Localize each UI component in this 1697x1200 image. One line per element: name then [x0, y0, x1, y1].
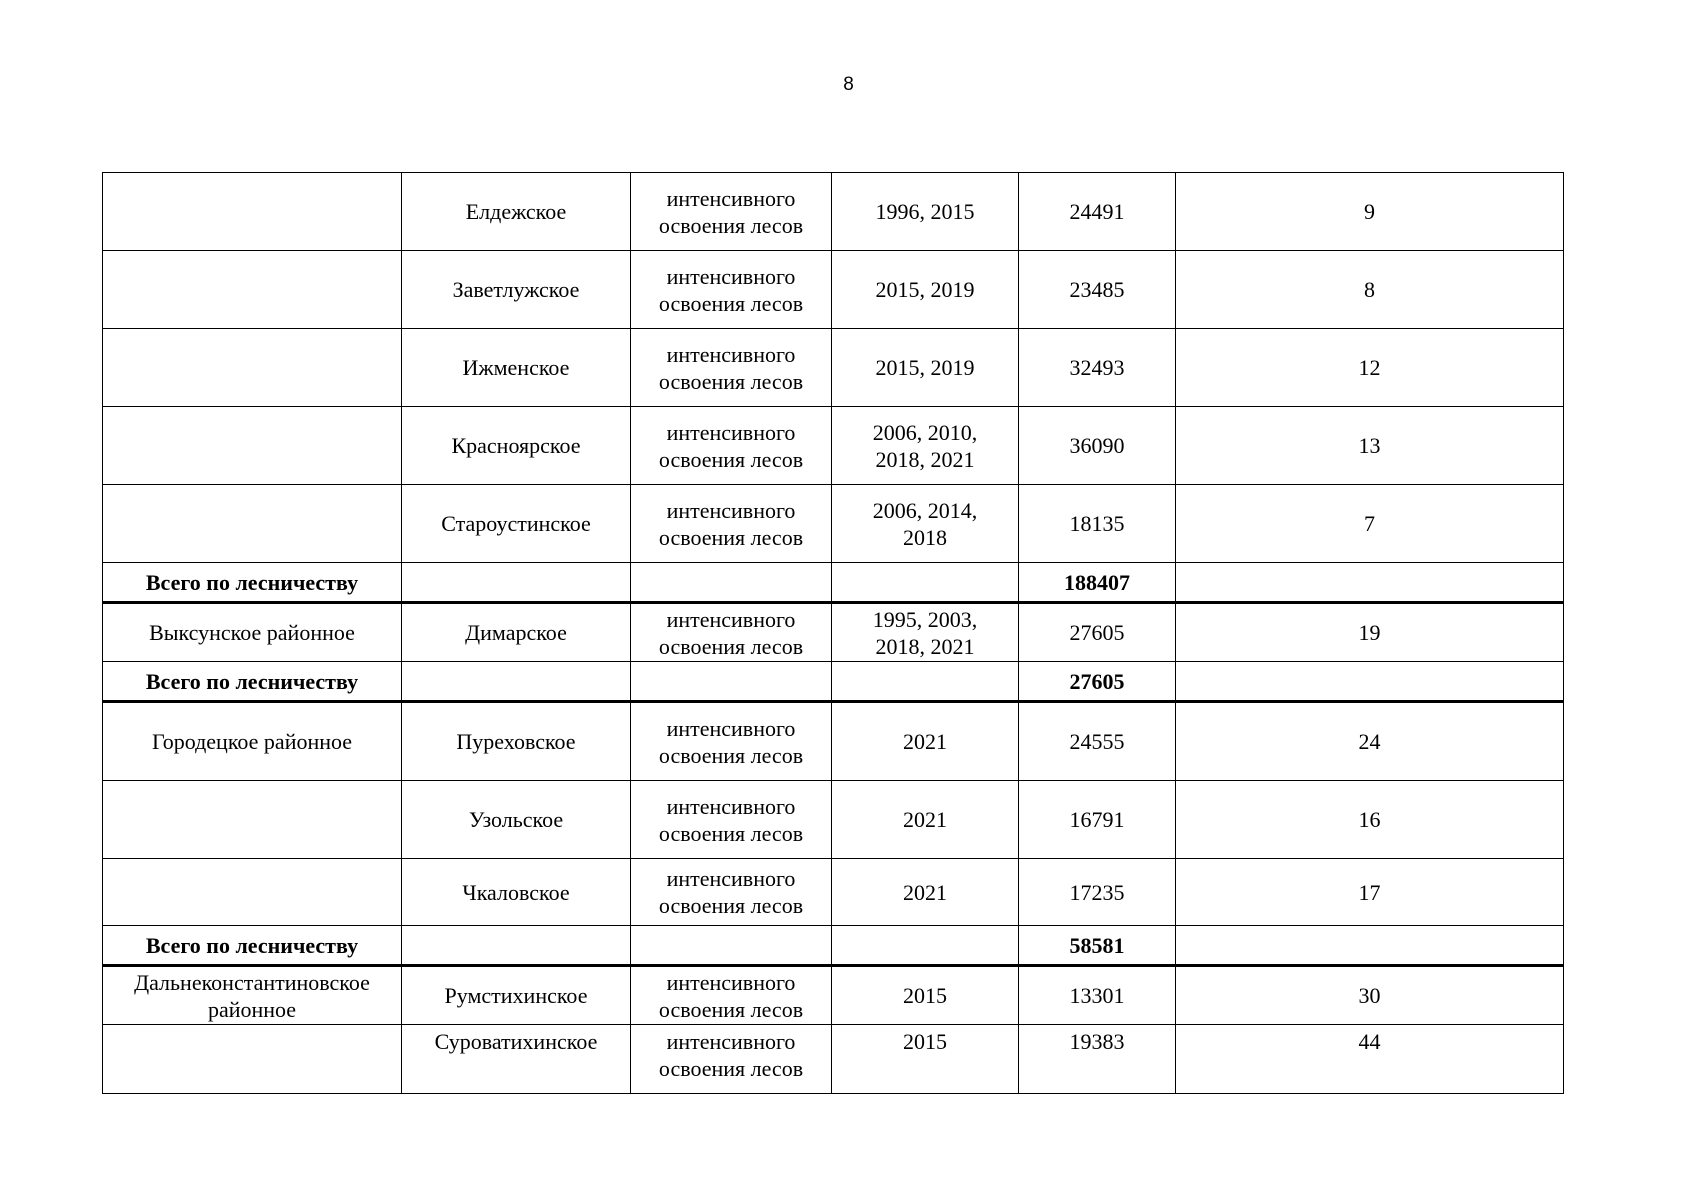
years-line: 2018 — [903, 524, 947, 550]
table-row — [103, 859, 1564, 926]
district-cell: Ижменское — [402, 329, 631, 407]
area-cell: 13301 — [1019, 966, 1176, 1025]
empty-cell — [1176, 662, 1564, 702]
purpose-cell — [631, 859, 832, 926]
purpose-line: интенсивного — [666, 715, 796, 741]
total-label: Всего по лесничеству — [103, 662, 402, 702]
forestry-cell: Выксунское районное — [103, 603, 402, 662]
purpose-line: освоения лесов — [658, 633, 804, 659]
area-cell: 19383 — [1019, 1025, 1176, 1094]
years-line: 1996, 2015 — [875, 199, 975, 224]
purpose-cell — [631, 702, 832, 781]
empty-cell — [832, 563, 1019, 603]
area-cell: 17235 — [1019, 859, 1176, 926]
purpose-line: интенсивного — [666, 341, 796, 367]
years-line: 2021 — [903, 807, 947, 832]
years-cell — [832, 251, 1019, 329]
purpose-line: освоения лесов — [658, 524, 804, 550]
count-cell: 16 — [1176, 781, 1564, 859]
table-row — [103, 173, 1564, 251]
total-label: Всего по лесничеству — [103, 926, 402, 966]
area-cell: 32493 — [1019, 329, 1176, 407]
total-area: 58581 — [1019, 926, 1176, 966]
years-line: 1995, 2003, — [872, 606, 978, 632]
district-cell: Узольское — [402, 781, 631, 859]
area-cell: 18135 — [1019, 485, 1176, 563]
purpose-line: освоения лесов — [658, 446, 804, 472]
empty-cell — [631, 662, 832, 702]
count-cell: 44 — [1176, 1025, 1564, 1094]
purpose-line: интенсивного — [666, 497, 796, 523]
purpose-line: освоения лесов — [658, 1056, 804, 1081]
page-number: 8 — [843, 74, 854, 95]
empty-cell — [402, 926, 631, 966]
area-cell: 27605 — [1019, 603, 1176, 662]
years-cell — [832, 702, 1019, 781]
forestry-cell — [103, 407, 402, 485]
table-row — [103, 251, 1564, 329]
table-row — [103, 603, 1564, 662]
empty-cell — [402, 662, 631, 702]
empty-cell — [1176, 563, 1564, 603]
years-cell — [832, 1025, 1019, 1094]
purpose-line: интенсивного — [666, 263, 796, 289]
years-line: 2018, 2021 — [875, 633, 975, 659]
count-cell: 13 — [1176, 407, 1564, 485]
forestry-cell — [103, 173, 402, 251]
purpose-cell — [631, 407, 832, 485]
table-row — [103, 966, 1564, 1025]
purpose-cell — [631, 173, 832, 251]
district-cell: Елдежское — [402, 173, 631, 251]
forestry-cell — [103, 1025, 402, 1094]
area-cell: 16791 — [1019, 781, 1176, 859]
years-cell — [832, 329, 1019, 407]
years-line: 2018, 2021 — [875, 446, 975, 472]
district-cell: Красноярское — [402, 407, 631, 485]
count-cell: 7 — [1176, 485, 1564, 563]
total-label: Всего по лесничеству — [103, 563, 402, 603]
purpose-line: освоения лесов — [658, 996, 804, 1022]
table-row — [103, 329, 1564, 407]
years-cell — [832, 407, 1019, 485]
forestry-cell — [103, 251, 402, 329]
purpose-cell — [631, 485, 832, 563]
purpose-line: освоения лесов — [658, 820, 804, 846]
area-cell: 24555 — [1019, 702, 1176, 781]
forestry-table-body — [103, 173, 1564, 1094]
count-cell: 19 — [1176, 603, 1564, 662]
purpose-cell — [631, 251, 832, 329]
years-line: 2006, 2010, — [872, 419, 978, 445]
district-cell: Румстихинское — [402, 966, 631, 1025]
count-cell: 8 — [1176, 251, 1564, 329]
years-line: 2015 — [903, 1029, 947, 1054]
purpose-line: освоения лесов — [658, 893, 804, 918]
forestry-table — [102, 172, 1564, 1094]
district-cell: Староустинское — [402, 485, 631, 563]
purpose-cell — [631, 1025, 832, 1094]
years-cell — [832, 966, 1019, 1025]
purpose-line: освоения лесов — [658, 290, 804, 316]
total-row — [103, 563, 1564, 603]
empty-cell — [832, 926, 1019, 966]
forestry-cell — [103, 329, 402, 407]
district-cell: Чкаловское — [402, 859, 631, 926]
years-cell — [832, 781, 1019, 859]
years-line: 2015 — [903, 983, 947, 1008]
total-area: 27605 — [1019, 662, 1176, 702]
total-row — [103, 926, 1564, 966]
forestry-cell — [103, 485, 402, 563]
purpose-line: освоения лесов — [658, 212, 804, 238]
count-cell: 9 — [1176, 173, 1564, 251]
district-cell: Суроватихинское — [402, 1025, 631, 1094]
years-line: 2015, 2019 — [875, 277, 975, 302]
district-cell: Пуреховское — [402, 702, 631, 781]
purpose-line: интенсивного — [666, 419, 796, 445]
purpose-line: интенсивного — [666, 1029, 796, 1054]
table-row — [103, 485, 1564, 563]
years-line: 2021 — [903, 879, 947, 905]
years-line: 2021 — [903, 729, 947, 754]
purpose-line: освоения лесов — [658, 742, 804, 768]
purpose-cell — [631, 781, 832, 859]
years-cell — [832, 173, 1019, 251]
district-cell: Димарское — [402, 603, 631, 662]
area-cell: 24491 — [1019, 173, 1176, 251]
table-row — [103, 407, 1564, 485]
total-row — [103, 662, 1564, 702]
count-cell: 12 — [1176, 329, 1564, 407]
table-row — [103, 781, 1564, 859]
count-cell: 24 — [1176, 702, 1564, 781]
purpose-line: интенсивного — [666, 866, 796, 891]
purpose-line: интенсивного — [666, 185, 796, 211]
years-line: 2006, 2014, — [872, 497, 978, 523]
forestry-cell: Дальнеконстантиновское районное — [103, 966, 402, 1025]
table-row — [103, 702, 1564, 781]
count-cell: 30 — [1176, 966, 1564, 1025]
empty-cell — [1176, 926, 1564, 966]
area-cell: 36090 — [1019, 407, 1176, 485]
count-cell: 17 — [1176, 859, 1564, 926]
years-cell — [832, 603, 1019, 662]
years-cell — [832, 485, 1019, 563]
years-cell — [832, 859, 1019, 926]
forestry-cell — [103, 781, 402, 859]
forestry-cell: Городецкое районное — [103, 702, 402, 781]
table-row — [103, 1025, 1564, 1094]
total-area: 188407 — [1019, 563, 1176, 603]
empty-cell — [631, 563, 832, 603]
purpose-line: освоения лесов — [658, 368, 804, 394]
area-cell: 23485 — [1019, 251, 1176, 329]
purpose-line: интенсивного — [666, 793, 796, 819]
purpose-cell — [631, 966, 832, 1025]
years-line: 2015, 2019 — [875, 355, 975, 380]
purpose-line: интенсивного — [666, 969, 796, 995]
purpose-line: интенсивного — [666, 606, 796, 632]
empty-cell — [631, 926, 832, 966]
purpose-cell — [631, 329, 832, 407]
district-cell: Заветлужское — [402, 251, 631, 329]
empty-cell — [402, 563, 631, 603]
forestry-cell — [103, 859, 402, 926]
purpose-cell — [631, 603, 832, 662]
empty-cell — [832, 662, 1019, 702]
